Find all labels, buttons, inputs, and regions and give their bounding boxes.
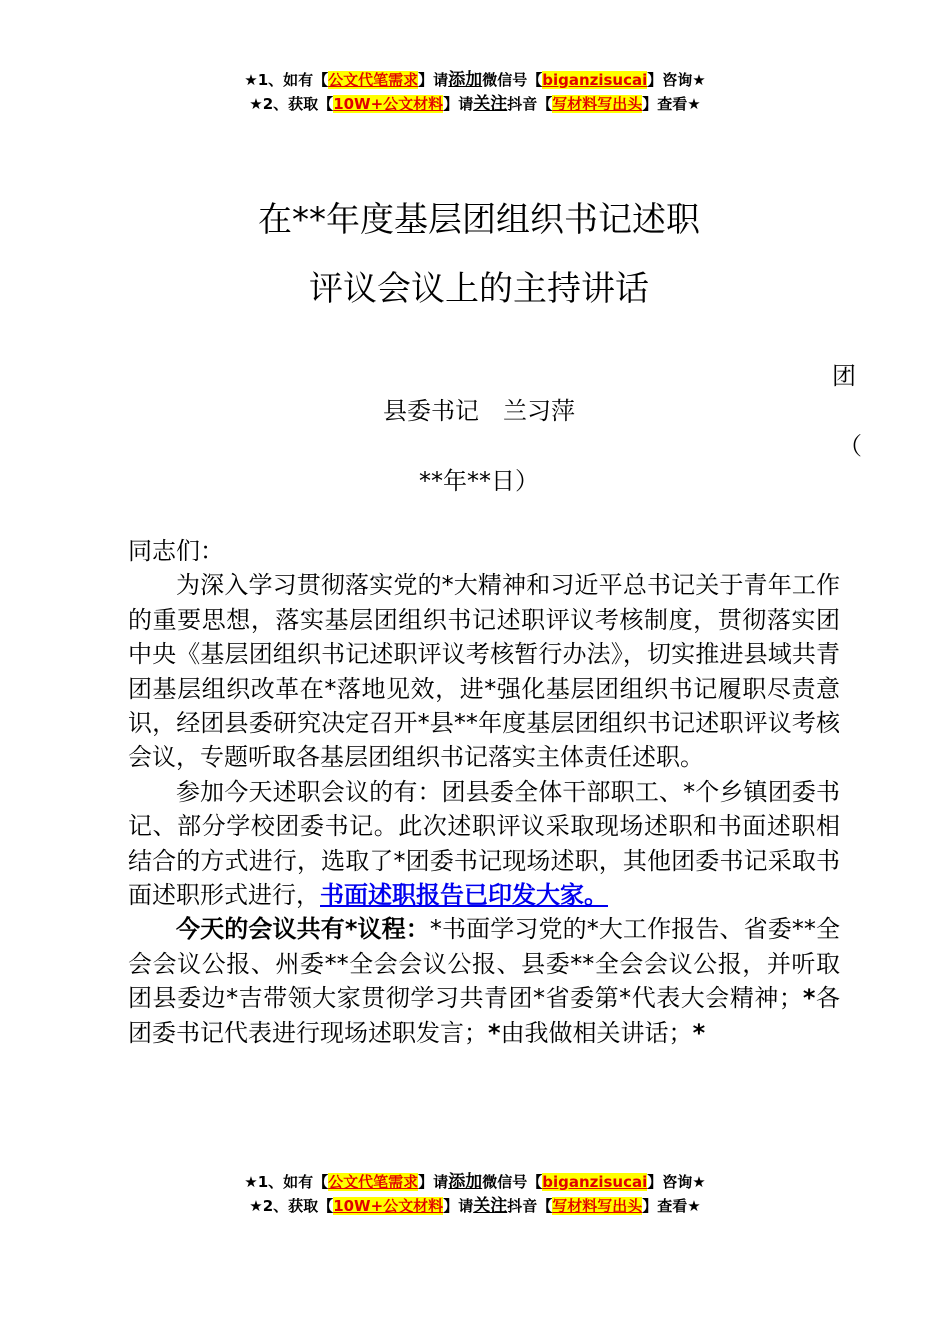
salutation: 同志们： — [128, 537, 224, 565]
bottom-promo-banner — [0, 1170, 950, 1218]
paragraph-1: 为深入学习贯彻落实党的*大精神和习近平总书记关于青年工作的重要思想，落实基层团组织书记述职评议考核制度，贯彻落实团中央《基层团组织书记述职评议考核暂行办法》，切实推进县域共青团基层组织改革在*落地见效，进*强化基层团组织书记履职尽责意识，经团县委研究决定召开*县**年度基层团组织书记述职评议考核会议，专题听取各基层团组织书记落实主体责任述职。 — [128, 571, 840, 772]
document-title-line-2: 评议会议上的主持讲话 — [309, 269, 649, 309]
promo-text: 】查看★ — [642, 1197, 701, 1215]
promo-line-1 — [0, 1170, 950, 1194]
promo-text: 】咨询★ — [647, 71, 706, 89]
document-body — [128, 534, 840, 1050]
agenda-item-3: 由我做相关讲话； — [500, 1018, 693, 1047]
promo-text: 】查看★ — [642, 95, 701, 113]
promo-highlight: 公文代笔需求 — [328, 1173, 419, 1191]
agenda-marker: * — [488, 1018, 501, 1047]
promo-douyin-name: 写材料写出头 — [552, 95, 643, 113]
promo-text: 】请 — [443, 1197, 474, 1215]
paragraph-3 — [128, 912, 840, 1050]
promo-wechat-id: biganzisucai — [542, 1173, 648, 1191]
promo-text: 】请 — [418, 71, 449, 89]
promo-emphasis: 添加 — [448, 70, 483, 90]
promo-text: 微信号【 — [482, 1173, 543, 1191]
promo-emphasis: 添加 — [448, 1172, 483, 1192]
promo-text: 】请 — [443, 95, 474, 113]
promo-highlight: 公文代笔需求 — [328, 71, 419, 89]
promo-line-2 — [0, 1194, 950, 1218]
agenda-marker: * — [802, 984, 816, 1013]
paragraph-2 — [128, 775, 840, 913]
paragraph-2-text: 参加今天述职会议的有：团县委全体干部职工、*个乡镇团委书记、部分学校团委书记。此次述职评议采取现场述职和书面述职相结合的方式进行，选取了*团委书记现场述职，其他团委书记采取书面述职形式进行， — [128, 777, 840, 910]
promo-text: ★1、如有【 — [244, 71, 329, 89]
promo-highlight: 10W+公文材料 — [333, 95, 444, 113]
promo-douyin-name: 写材料写出头 — [552, 1197, 643, 1215]
promo-text: ★2、获取【 — [249, 1197, 334, 1215]
author-name: 县委书记 兰习萍 — [383, 397, 575, 425]
promo-line-2 — [0, 92, 950, 116]
promo-text: 抖音【 — [507, 1197, 553, 1215]
promo-wechat-id: biganzisucai — [542, 71, 648, 89]
agenda-lead: 今天的会议共有*议程： — [176, 915, 430, 944]
promo-text: 】咨询★ — [647, 1173, 706, 1191]
promo-text: ★2、获取【 — [249, 95, 334, 113]
report-link[interactable]: 书面述职报告已印发大家。 — [320, 881, 608, 910]
agenda-item-2: 各团委书记代表进行现场述职发言； — [128, 984, 841, 1047]
author-org-char: 团 — [832, 362, 856, 390]
document-title-line-1: 在**年度基层团组织书记述职 — [258, 200, 700, 240]
promo-emphasis: 关注 — [473, 1196, 508, 1216]
promo-text: 】请 — [418, 1173, 449, 1191]
agenda-item-1: *书面学习党的*大工作报告、省委**全会会议公报、州委**全会会议公报、县委**全会会议公报，并听取团县委边*吉带领大家贯彻学习共青团*省委第*代表大会精神； — [128, 915, 840, 1013]
promo-text: 微信号【 — [482, 71, 543, 89]
promo-emphasis: 关注 — [473, 94, 508, 114]
promo-text: ★1、如有【 — [244, 1173, 329, 1191]
promo-highlight: 10W+公文材料 — [333, 1197, 444, 1215]
date-open-paren: （ — [838, 432, 862, 460]
agenda-marker: * — [692, 1018, 706, 1047]
promo-line-1 — [0, 68, 950, 92]
date-text: **年**日） — [419, 467, 539, 495]
promo-text: 抖音【 — [507, 95, 553, 113]
top-promo-banner — [0, 68, 950, 116]
